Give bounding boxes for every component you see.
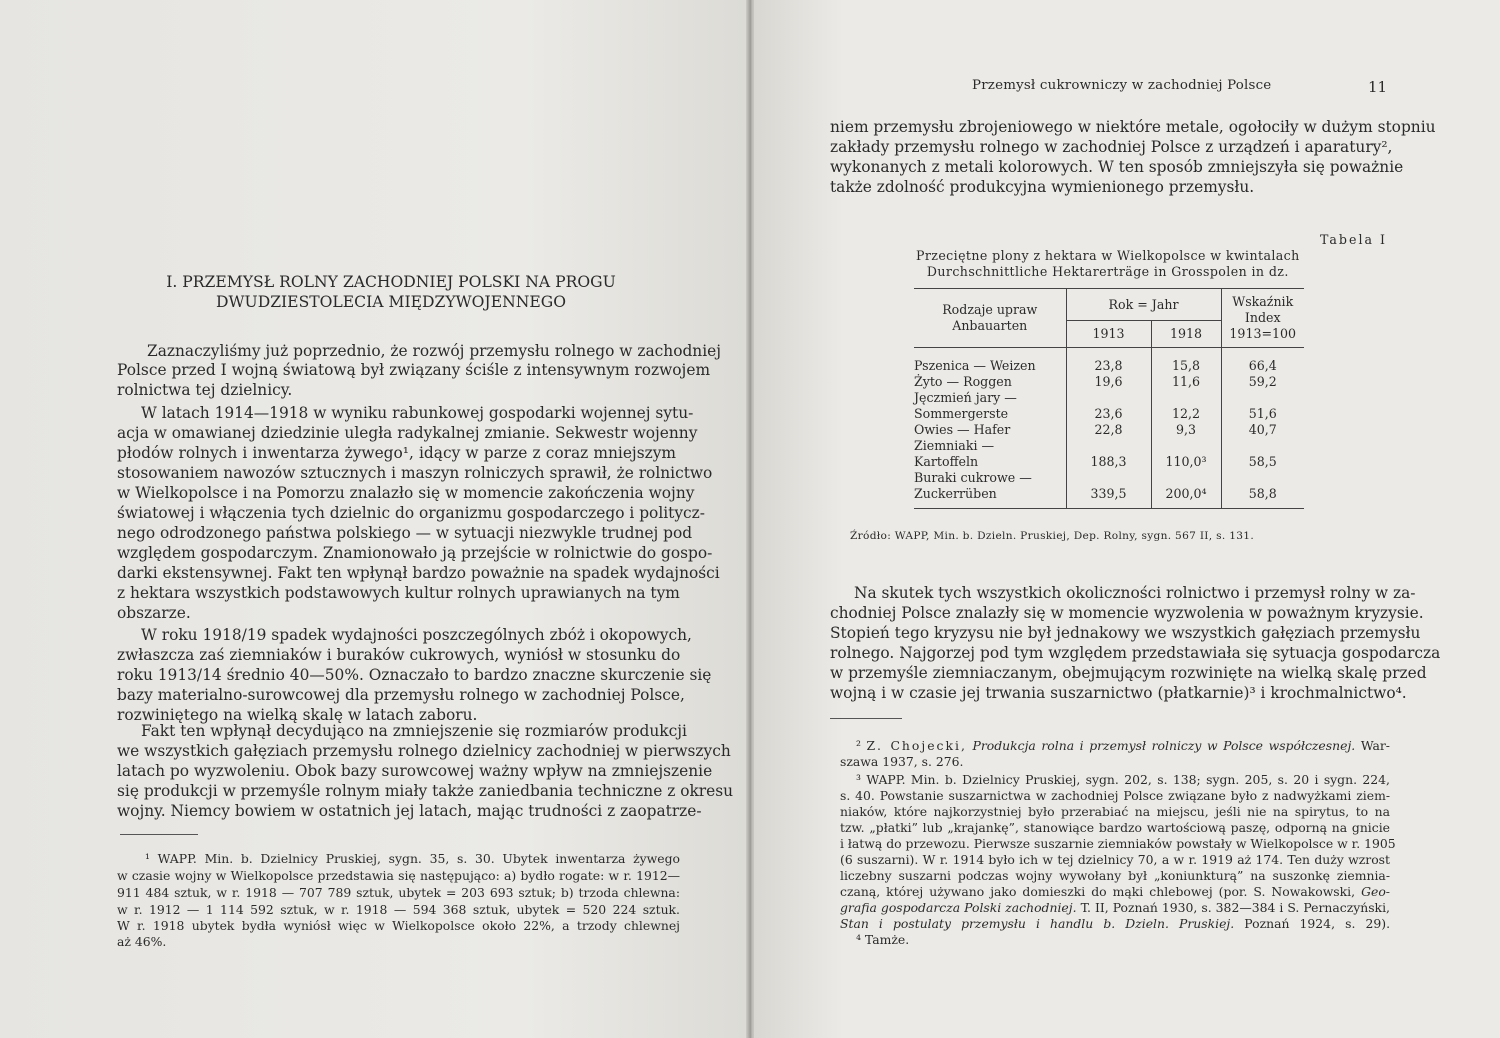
value-1913: 19,6 xyxy=(1066,374,1151,390)
crop-name-line-1: Ziemniaki — xyxy=(914,438,995,453)
body-line: darki ekstensywnej. Fakt ten wpłynął bardzo poważnie na spadek wydajności xyxy=(117,564,720,582)
body-line: acja w omawianej dziedzinie uległa radykalnej zmianie. Sekwestr wojenny xyxy=(117,424,698,442)
body-line: nego odrodzonego państwa polskiego — w sytuacji niezwykle trudnej pod xyxy=(117,524,693,542)
table-caption-line-2: Durchschnittliche Hektarerträge in Grosspolen in dz. xyxy=(926,264,1289,279)
footnote-line: ⁴ Tamże. xyxy=(856,932,910,947)
table-row xyxy=(914,438,1304,470)
crop-name: Pszenica — Weizen xyxy=(914,348,1066,375)
index-header-base: 1913=100 xyxy=(1229,326,1297,341)
value-1913: 23,8 xyxy=(1066,348,1151,375)
body-line: obszarze. xyxy=(117,604,191,622)
crop-name xyxy=(914,438,1066,470)
table-row xyxy=(914,422,1304,438)
footnote-number: ² xyxy=(856,738,861,753)
footnote-title: Stan i postulaty przemysłu i handlu b. Dzieln. Pruskiej. xyxy=(840,916,1235,931)
footnote-title: Produkcja rolna i przemysł rolniczy w Polsce współczesnej. xyxy=(972,738,1356,753)
footnote-line: szawa 1937, s. 276. xyxy=(840,754,964,769)
footnote-text: Poznań 1924, s. 29). xyxy=(1244,916,1391,931)
index-value: 66,4 xyxy=(1248,358,1277,373)
body-line: stosowaniem nawozów sztucznych i maszyn rolniczych sprawił, że rolnictwo xyxy=(117,464,713,482)
crop-name xyxy=(914,390,1066,422)
page-number: 11 xyxy=(1368,78,1388,96)
value-1913: 188,3 xyxy=(1066,438,1151,470)
year-header: Rok = Jahr xyxy=(1066,289,1221,321)
body-line: Na skutek tych wszystkich okoliczności rolnictwo i przemysł rolny w za- xyxy=(854,584,1416,602)
table-caption-line-1: Przeciętne plony z hektara w Wielkopolsce w kwintalach xyxy=(916,248,1300,263)
footnote-line xyxy=(840,884,1390,900)
footnote-text: czaną, której używano jako domieszki do mąki chlebowej (por. S. Nowakowski, xyxy=(840,884,1356,899)
body-line: Zaznaczyliśmy już poprzednio, że rozwój przemysłu rolnego w zachodniej xyxy=(147,342,722,360)
body-line: wojną i w czasie jej trwania suszarnictwo (płatkarnie)³ i krochmalnictwo⁴. xyxy=(830,684,1407,702)
table-row xyxy=(914,470,1304,509)
index-header-pl: Wskaźnik xyxy=(1232,294,1294,309)
body-line: bazy materialno-surowcowej dla przemysłu rolnego w zachodniej Polsce, xyxy=(117,686,685,704)
body-line: rozwiniętego na wielką skalę w latach zaboru. xyxy=(117,706,478,724)
body-line: w przemyśle ziemniaczanym, obejmującym rozwinięte na wielką skalę przed xyxy=(830,664,1427,682)
body-line: się produkcji w przemyśle rolnym miały także zaniedbania techniczne z okresu xyxy=(117,782,734,800)
crop-name: Żyto — Roggen xyxy=(914,374,1066,390)
footnote-line: ¹ WAPP. Min. b. Dzielnicy Pruskiej, sygn. 35, s. 30. Ubytek inwentarza żywego xyxy=(145,851,680,866)
crop-name-line-2: Kartoffeln xyxy=(914,454,979,469)
index-header xyxy=(1221,289,1304,348)
body-line: chodniej Polsce znalazły się w momencie wyzwolenia w poważnym kryzysie. xyxy=(830,604,1424,622)
table-caption xyxy=(916,248,1300,280)
table-row xyxy=(914,390,1304,422)
footnote-rule xyxy=(830,718,902,719)
index-value: 40,7 xyxy=(1248,422,1277,437)
table-row xyxy=(914,348,1304,375)
crop-name-line-2: Sommergerste xyxy=(914,406,1009,421)
footnote-line: (6 suszarni). W r. 1914 było ich w tej dzielnicy 70, a w r. 1919 aż 174. Ten duży wzrost xyxy=(840,852,1390,867)
body-line: względem gospodarczym. Znamionowało ją przejście w rolnictwie do gospo- xyxy=(117,544,713,562)
footnote-line: W r. 1918 ubytek bydła wyniósł więc w Wielkopolsce około 22%, a trzody chlewnej xyxy=(117,918,680,933)
crop-name-line-2: Zuckerrüben xyxy=(914,486,997,501)
chapter-title-line-2: DWUDZIESTOLECIA MIĘDZYWOJENNEGO xyxy=(216,293,566,311)
footnote-line: w r. 1912 — 1 114 592 sztuk, w r. 1918 — 594 368 sztuk, ubytek = 520 224 sztuk. xyxy=(117,902,680,917)
body-line: we wszystkich gałęziach przemysłu rolnego dzielnicy zachodniej w pierwszych xyxy=(117,742,731,760)
body-line: rolnego. Najgorzej pod tym względem przedstawiała się sytuacja gospodarcza xyxy=(830,644,1441,662)
footnote-line: ³ WAPP. Min. b. Dzielnicy Pruskiej, sygn. 202, s. 138; sygn. 205, s. 20 i sygn. 224, xyxy=(856,772,1390,787)
yield-table xyxy=(914,288,1304,509)
footnote-line xyxy=(856,738,1390,754)
index-header-de: Index xyxy=(1244,310,1281,325)
value-1918: 9,3 xyxy=(1151,422,1221,438)
body-line: płodów rolnych i inwentarza żywego¹, idący w parze z coraz mniejszym xyxy=(117,444,676,462)
body-line: Fakt ten wpłynął decydująco na zmniejszenie się rozmiarów produkcji xyxy=(141,722,687,740)
footnote-text: T. II, Poznań 1930, s. 382—384 i S. Pernaczyński, xyxy=(1080,900,1390,915)
footnote-line: tzw. „płatki” lub „krajankę”, stanowiące bardzo wartościową paszę, odporną na gnicie xyxy=(840,820,1390,835)
footnote-line: s. 40. Powstanie suszarnictwa w zachodniej Polsce związane było z nadwyżkami ziem- xyxy=(840,788,1390,803)
crop-name xyxy=(914,470,1066,509)
index-value: 58,8 xyxy=(1221,470,1304,509)
footnote-line: 911 484 sztuk, w r. 1918 — 707 789 sztuk, ubytek = 203 693 sztuk; b) trzoda chlewna: xyxy=(117,885,680,900)
crop-name: Owies — Hafer xyxy=(914,422,1066,438)
body-line: także zdolność produkcyjna wymienionego przemysłu. xyxy=(830,178,1255,196)
crop-header-pl: Rodzaje upraw xyxy=(942,302,1038,317)
crop-header-de: Anbauarten xyxy=(952,318,1028,333)
body-line: zwłaszcza zaś ziemniaków i buraków cukrowych, wyniósł w stosunku do xyxy=(117,646,681,664)
body-line: wykonanych z metali kolorowych. W ten sposób zmniejszyła się poważnie xyxy=(830,158,1404,176)
value-1918: 15,8 xyxy=(1151,348,1221,375)
year-1918-header: 1918 xyxy=(1151,321,1221,348)
value-1913: 22,8 xyxy=(1066,422,1151,438)
footnote-line: w czasie wojny w Wielkopolsce przedstawia się następująco: a) bydło rogate: w r. 1912— xyxy=(117,868,680,883)
value-1918: 200,0⁴ xyxy=(1151,470,1221,509)
table-source: Źródło: WAPP, Min. b. Dzieln. Pruskiej, Dep. Rolny, sygn. 567 II, s. 131. xyxy=(850,530,1254,542)
footnote-line: i łatwą do przewozu. Pierwsze suszarnie ziemniaków powstały w Wielkopolsce w r. 1905 xyxy=(840,836,1396,851)
body-line: rolnictwa tej dzielnicy. xyxy=(117,381,293,399)
left-page xyxy=(0,0,748,1038)
value-1913: 339,5 xyxy=(1066,470,1151,509)
body-line: wojny. Niemcy bowiem w ostatnich jej latach, mając trudności z zaopatrze- xyxy=(117,802,702,820)
footnote-title: Geo- xyxy=(1361,884,1390,899)
crop-header xyxy=(914,289,1066,348)
table-label: Tabela I xyxy=(1320,232,1387,247)
body-line: W latach 1914—1918 w wyniku rabunkowej gospodarki wojennej sytu- xyxy=(141,404,694,422)
value-1918: 12,2 xyxy=(1151,390,1221,422)
table-row xyxy=(914,374,1304,390)
body-line: Polsce przed I wojną światową był związany ściśle z intensywnym rozwojem xyxy=(117,361,711,379)
running-head: Przemysł cukrowniczy w zachodniej Polsce xyxy=(972,78,1272,93)
footnote-rule xyxy=(120,834,198,835)
body-line: Stopień tego kryzysu nie był jednakowy we wszystkich gałęziach przemysłu xyxy=(830,624,1421,642)
year-1913-header: 1913 xyxy=(1066,321,1151,348)
footnote-line: niaków, które najkorzystniej było przerabiać na miejscu, jeśli nie na spirytus, to na xyxy=(840,804,1390,819)
crop-name-line-1: Jęczmień jary — xyxy=(914,390,1017,405)
index-value: 59,2 xyxy=(1248,374,1277,389)
footnote-line: liczebny suszarni podczas wojny wywołany był „koniunkturą” na suszonkę ziemnia- xyxy=(840,868,1390,883)
body-line: światowej i włączenia tych dzielnic do organizmu gospodarczego i politycz- xyxy=(117,504,705,522)
index-value: 58,5 xyxy=(1248,454,1277,469)
body-line: roku 1913/14 średnio 40—50%. Oznaczało to bardzo znaczne skurczenie się xyxy=(117,666,712,684)
footnote-title: grafia gospodarcza Polski zachodniej. xyxy=(840,900,1077,915)
crop-name-line-1: Buraki cukrowe — xyxy=(914,470,1032,485)
right-page xyxy=(754,0,1500,1038)
value-1918: 110,0³ xyxy=(1151,438,1221,470)
footnote-line xyxy=(840,900,1390,916)
footnote-line xyxy=(840,916,1390,932)
footnote-line: aż 46%. xyxy=(117,934,167,949)
body-line: latach po wyzwoleniu. Obok bazy surowcowej ważny wpływ na zmniejszenie xyxy=(117,762,713,780)
footnote-author: Z. Chojecki, xyxy=(866,738,967,753)
value-1913: 23,6 xyxy=(1066,390,1151,422)
body-line: w Wielkopolsce i na Pomorzu znalazło się w momencie zakończenia wojny xyxy=(117,484,695,502)
body-line: z hektara wszystkich podstawowych kultur rolnych uprawianych na tym xyxy=(117,584,680,602)
body-line: niem przemysłu zbrojeniowego w niektóre metale, ogołociły w dużym stopniu xyxy=(830,118,1436,136)
footnote-text: War- xyxy=(1360,738,1390,753)
value-1918: 11,6 xyxy=(1151,374,1221,390)
index-value: 51,6 xyxy=(1248,406,1277,421)
body-line: zakłady przemysłu rolnego w zachodniej Polsce z urządzeń i aparatury², xyxy=(830,138,1393,156)
body-line: W roku 1918/19 spadek wydajności poszczególnych zbóż i okopowych, xyxy=(141,626,692,644)
chapter-title-line-1: I. PRZEMYSŁ ROLNY ZACHODNIEJ POLSKI NA PROGU xyxy=(166,273,616,291)
